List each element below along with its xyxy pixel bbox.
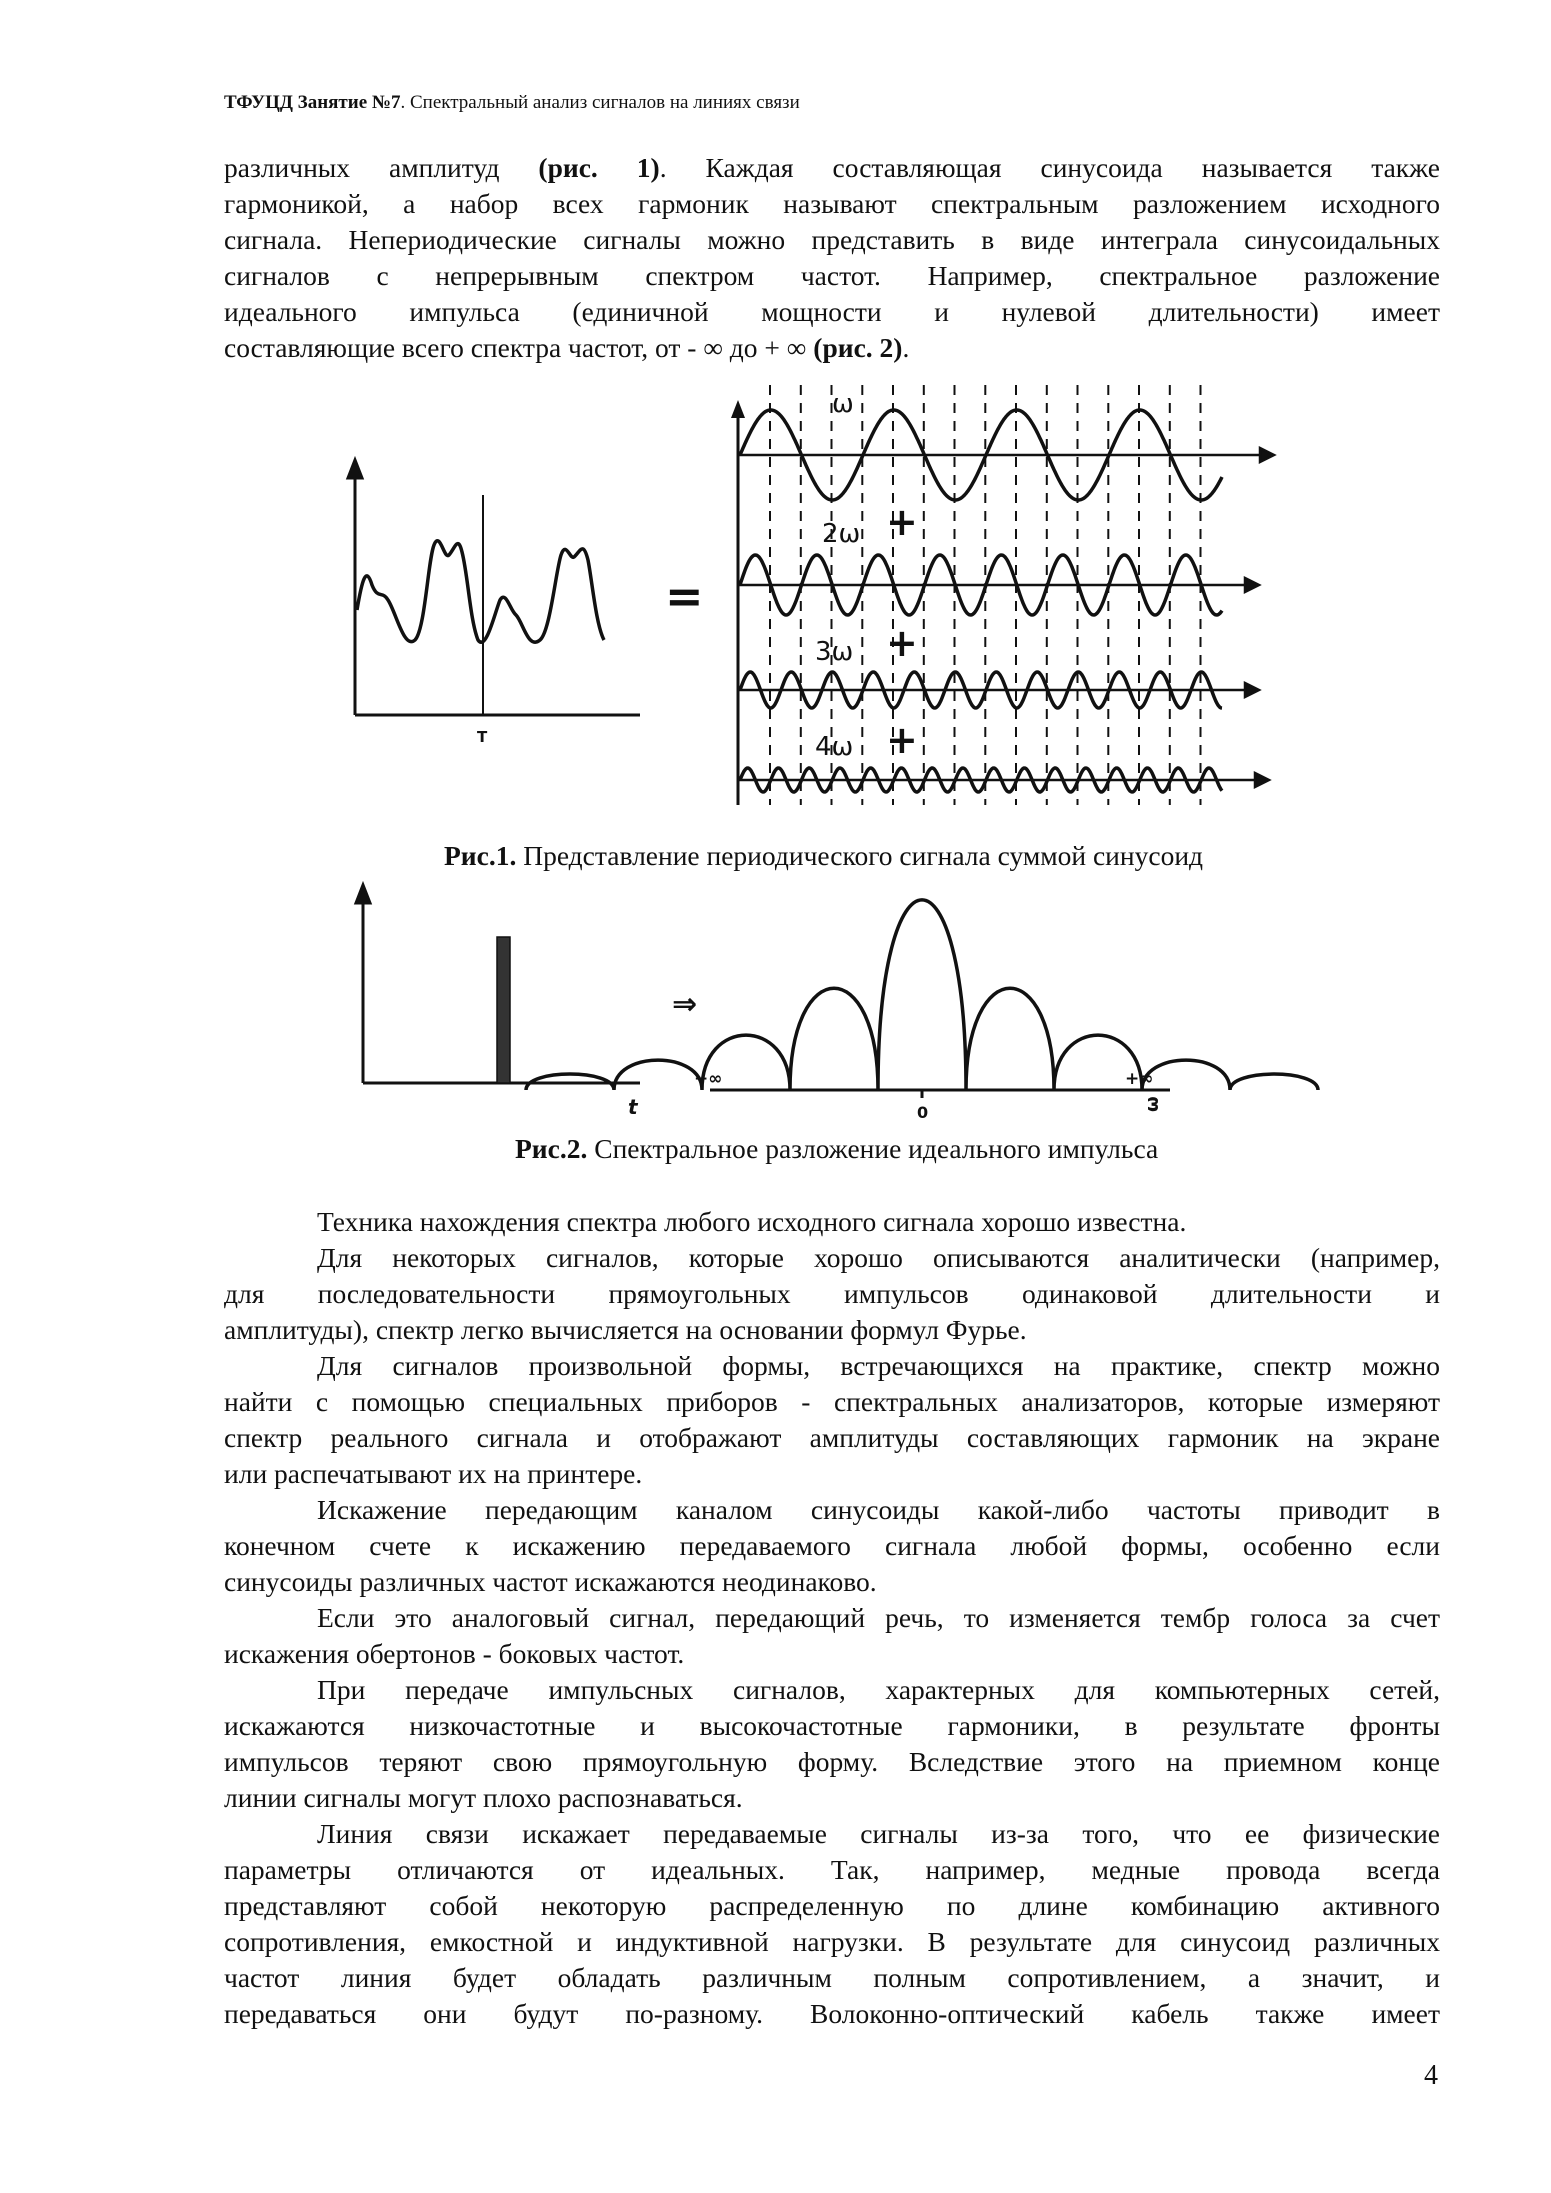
harmonic-axis-arrow-2	[1245, 578, 1259, 592]
paragraph-5-line-2: искажения обертонов - боковых частот.	[224, 1638, 685, 1669]
page-number: 4	[1424, 2060, 1438, 2091]
fig2-plus-infinity: +∞	[1125, 1069, 1154, 1089]
fig1-y-arrow	[348, 460, 362, 478]
harmonic-axis-arrow-4	[1255, 773, 1269, 787]
intro-line-5: идеального импульса (единичной мощности и нулевой длительности) имеет	[224, 296, 1440, 327]
paragraph-7-line-6: передаваться они будут по-разному. Волоконно-оптический кабель также имеет	[224, 1998, 1440, 2029]
paragraph-2-line-2: для последовательности прямоугольных импульсов одинаковой длительности и	[224, 1278, 1440, 1309]
fig2-t-label: t	[628, 1095, 638, 1119]
figure-1-caption: Рис.1. Представление периодического сигнала суммой синусоид	[444, 840, 1204, 871]
fig2-arrow: ⇒	[672, 987, 698, 1022]
paragraph-4-line-2: конечном счете к искажению передаваемого сигнала любой формы, особенно если	[224, 1530, 1440, 1561]
paragraph-6-line-3: импульсов теряют свою прямоугольную форму. Вследствие этого на приемном конце	[224, 1746, 1440, 1777]
fig1-harmonic-label-2: 2ω	[822, 519, 861, 549]
paragraph-1: Техника нахождения спектра любого исходного сигнала хорошо известна.	[317, 1206, 1187, 1237]
harmonic-axis-arrow-1	[1260, 448, 1274, 462]
paragraph-7-line-3: представляют собой некоторую распределенную по длине комбинацию активного	[224, 1890, 1440, 1921]
fig2-zero-label: 0	[917, 1103, 929, 1122]
fig1-plus-sign-3: +	[886, 718, 918, 762]
paragraph-3-line-2: найти с помощью специальных приборов - спектральных анализаторов, которые измеряют	[224, 1386, 1440, 1417]
fig1-plus-sign-2: +	[886, 621, 918, 665]
intro-line-1: различных амплитуд (рис. 1). Каждая составляющая синусоида называется также	[224, 152, 1440, 183]
fig1-harmonic-label-4: 4ω	[815, 732, 854, 762]
fig1-equals-sign: =	[665, 569, 704, 623]
paragraph-7-line-5: частот линия будет обладать различным полным сопротивлением, а значит, и	[224, 1962, 1440, 1993]
paragraph-7-line-1: Линия связи искажает передаваемые сигналы из-за того, что ее физические	[317, 1818, 1440, 1849]
figure-ref-2: (рис. 2)	[813, 332, 903, 363]
fig1-right-y-arrow	[731, 400, 745, 418]
paragraph-7-line-4: сопротивления, емкостной и индуктивной нагрузки. В результате для синусоид различных	[224, 1926, 1440, 1957]
fig2-minus-infinity: −∞	[694, 1069, 723, 1089]
paragraph-3-line-4: или распечатывают их на принтере.	[224, 1458, 643, 1489]
paragraph-3-line-1: Для сигналов произвольной формы, встречающихся на практике, спектр можно	[317, 1350, 1440, 1381]
fig1-composite-signal	[357, 541, 604, 642]
fig2-omega-label: ω	[1142, 1096, 1163, 1112]
paragraph-4-line-1: Искажение передающим каналом синусоиды какой-либо частоты приводит в	[317, 1494, 1440, 1525]
paragraph-6-line-1: При передаче импульсных сигналов, характерных для компьютерных сетей,	[317, 1674, 1440, 1705]
body-text	[224, 1204, 1440, 2032]
intro-line-3: сигнала. Непериодические сигналы можно представить в виде интеграла синусоидальных	[224, 224, 1440, 255]
fig2-y-arrow	[356, 885, 370, 903]
header-bold: ТФУЦД Занятие №7	[224, 92, 401, 113]
intro-line-2: гармоникой, а набор всех гармоник называют спектральным разложением исходного	[224, 188, 1440, 219]
harmonic-axis-arrow-3	[1245, 683, 1259, 697]
figure-2-caption: Рис.2. Спектральное разложение идеального импульса	[515, 1133, 1159, 1164]
paragraph-7-line-2: параметры отличаются от идеальных. Так, например, медные провода всегда	[224, 1854, 1440, 1885]
paragraph-2-line-1: Для некоторых сигналов, которые хорошо описываются аналитически (например,	[317, 1242, 1440, 1273]
paragraph-5-line-1: Если это аналоговый сигнал, передающий речь, то изменяется тембр голоса за счет	[317, 1602, 1440, 1633]
fig1-t-label: T	[477, 728, 488, 746]
fig1-harmonic-label-3: 3ω	[815, 637, 854, 667]
fig2-spectrum-lobes	[526, 900, 1318, 1090]
intro-line-4: сигналов с непрерывным спектром частот. Например, спектральное разложение	[224, 260, 1440, 291]
paragraph-3-line-3: спектр реального сигнала и отображают амплитуды составляющих гармоник на экране	[224, 1422, 1440, 1453]
paragraph-2-line-3: амплитуды), спектр легко вычисляется на основании формул Фурье.	[224, 1314, 1027, 1345]
fig2-ideal-impulse	[497, 937, 510, 1083]
intro-line-6: составляющие всего спектра частот, от - ∞ до + ∞ (рис. 2).	[224, 332, 910, 363]
paragraph-4-line-3: синусоиды различных частот искажаются неодинаково.	[224, 1566, 877, 1597]
figure-ref-1: (рис. 1)	[538, 152, 660, 183]
fig1-harmonic-label-1: ω	[832, 389, 854, 419]
fig1-plus-sign-1: +	[886, 500, 918, 544]
header-rest: . Спектральный анализ сигналов на линиях связи	[400, 92, 800, 113]
paragraph-6-line-4: линии сигналы могут плохо распознаваться.	[224, 1782, 743, 1813]
paragraph-6-line-2: искажаются низкочастотные и высокочастотные гармоники, в результате фронты	[224, 1710, 1440, 1741]
